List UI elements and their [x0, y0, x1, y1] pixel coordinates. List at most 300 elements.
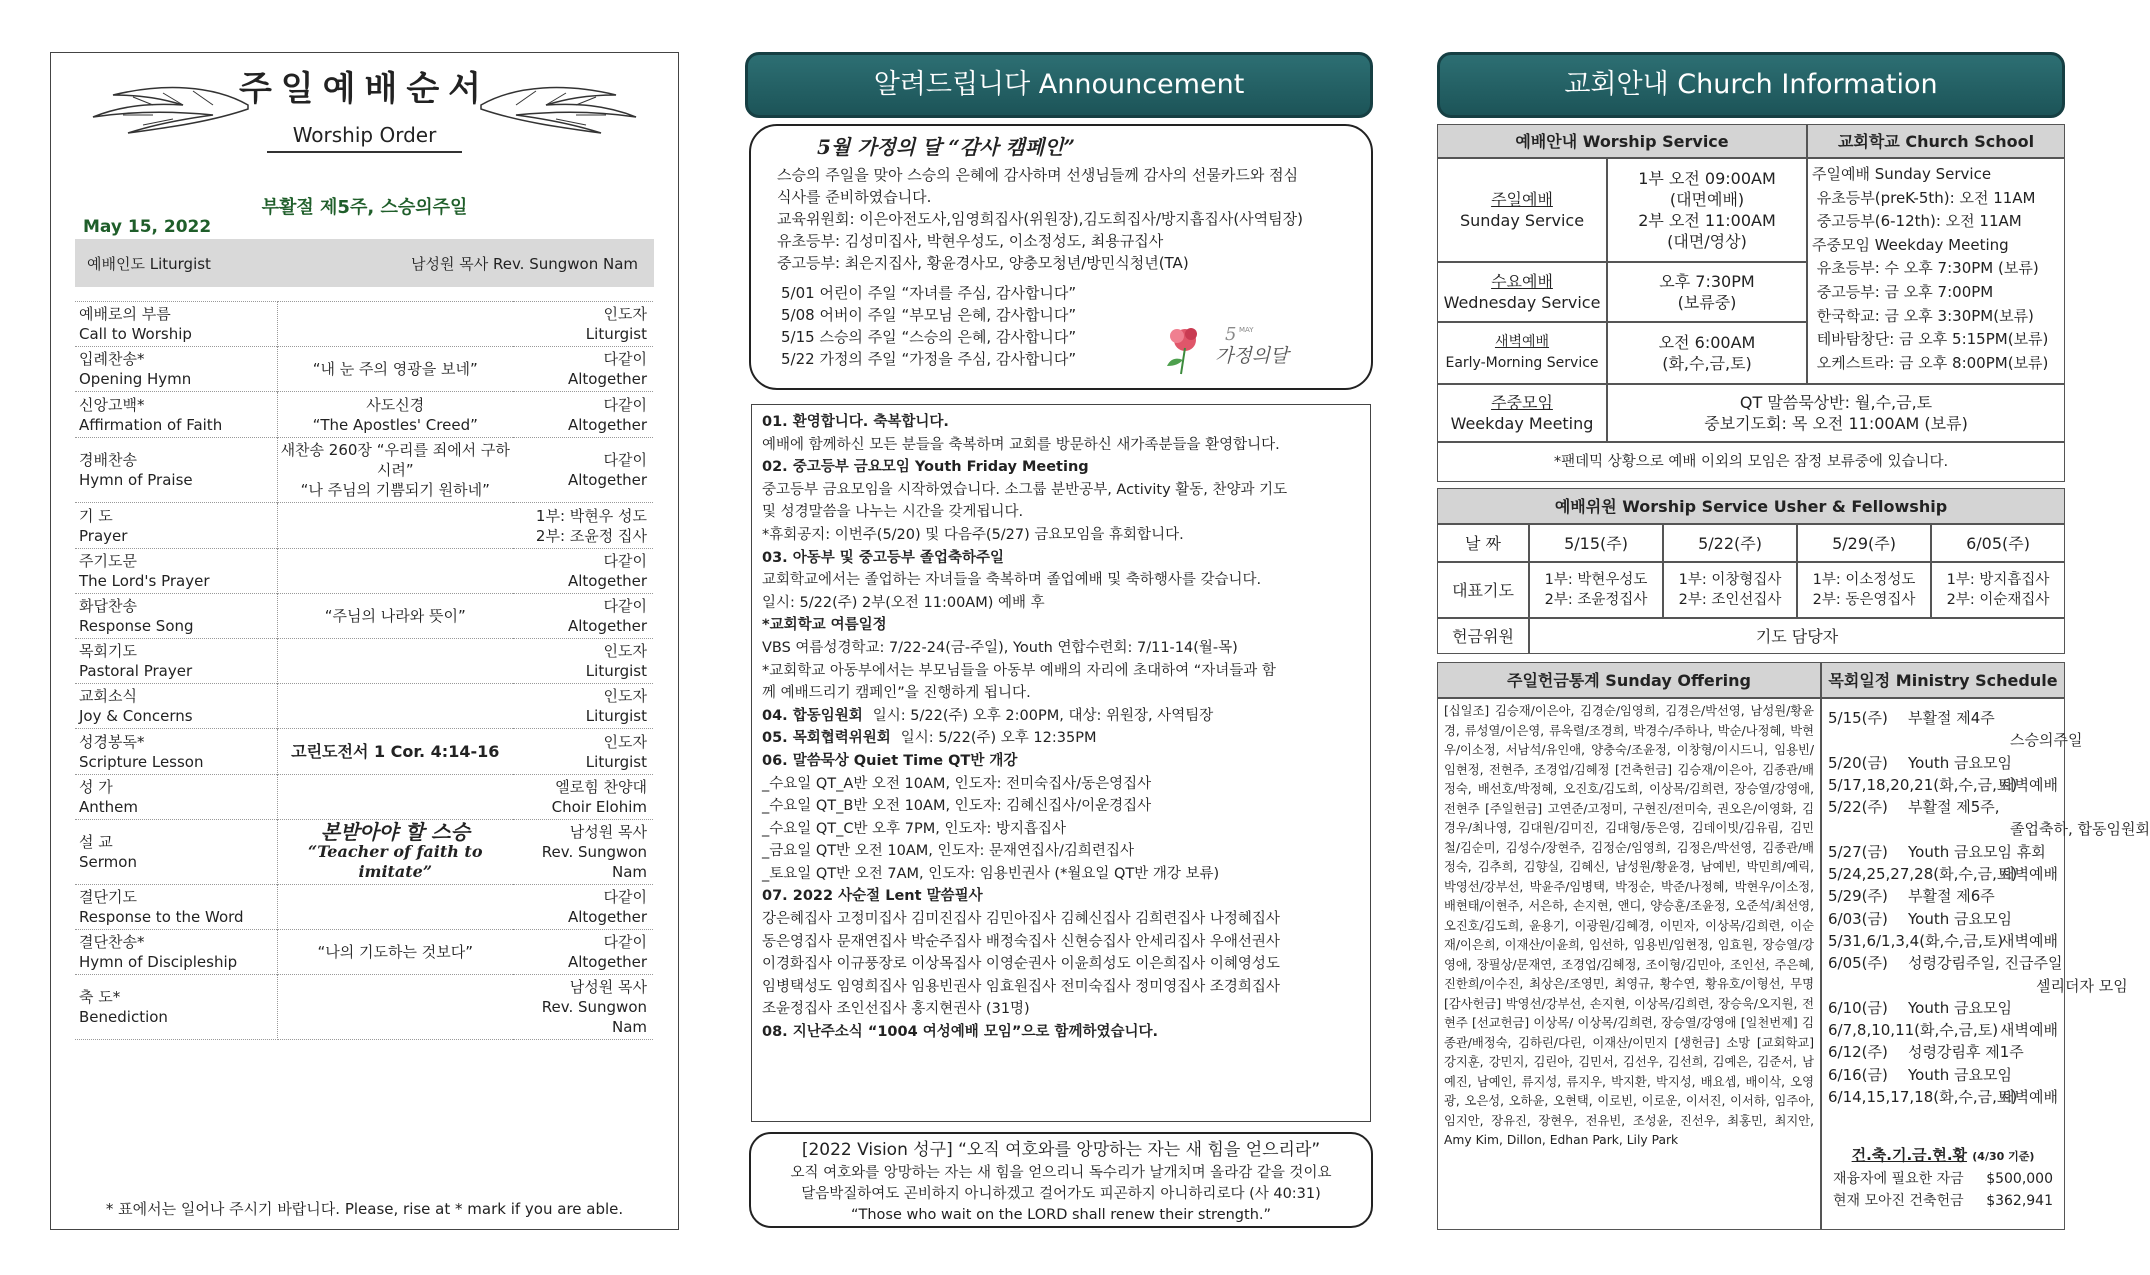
sunday-service-ko: 주일예배 — [1491, 190, 1553, 209]
order-item-leader-2: Rev. Sungwon Nam — [541, 843, 647, 881]
announcement-line: 일시: 5/22(주) 2부(오전 11:00AM) 예배 후 — [762, 594, 1045, 611]
order-row — [75, 392, 653, 438]
order-item-detail — [277, 503, 513, 549]
weekday-meeting-label — [1437, 384, 1607, 442]
order-banner — [51, 69, 678, 147]
campaign-lines — [777, 164, 1347, 274]
schedule-row — [1828, 752, 2058, 774]
order-item-leader — [513, 549, 653, 594]
order-item-leader-2: Choir Elohim — [551, 798, 647, 816]
wednesday-service-en: Wednesday Service — [1443, 293, 1601, 312]
announcement-line: 일시: 5/22(주) 오후 12:35PM — [900, 730, 1097, 747]
order-item-name — [75, 639, 277, 684]
building-have-value: $362,941 — [1986, 1193, 2053, 1209]
schedule-row — [1828, 774, 2058, 796]
order-item-name — [75, 820, 277, 885]
worship-service-header: 예배안내 Worship Service — [1437, 124, 1807, 158]
announcement-line: _토요일 QT반 오전 7AM, 인도자: 임용빈권사 (*월요일 QT반 개강 보류) — [762, 865, 1220, 882]
schedule-row — [1828, 1086, 2058, 1108]
announcement-heading: 02. 중고등부 금요모임 Youth Friday Meeting — [762, 459, 1089, 476]
order-row — [75, 684, 653, 729]
usher-date: 6/05(주) — [1931, 524, 2065, 562]
order-item-mid: “나의 기도하는 것보다” — [317, 943, 473, 961]
order-item-leader-2: Altogether — [567, 572, 647, 590]
announcement-item — [762, 1021, 1360, 1044]
schedule-date — [1828, 818, 1902, 840]
order-item-leader — [513, 594, 653, 639]
schedule-event: Youth 금요모임 휴회 — [1908, 842, 2046, 861]
pandemic-note: *팬데믹 상황으로 예배 이외의 모임은 잠정 보류중에 있습니다. — [1437, 442, 2065, 482]
schedule-date: 5/24,25,27,28(화,수,금,토) — [1828, 865, 2018, 884]
weekday-meeting-en: Weekday Meeting — [1450, 414, 1594, 433]
campaign-line: 스승의 주일을 맞아 스승의 은혜에 감사하며 선생님들께 감사의 선물카드와 점심 — [777, 166, 1299, 184]
church-school-header: 교회학교 Church School — [1807, 124, 2065, 158]
school-line: 오케스트라: 금 오후 8:00PM(보류) — [1812, 353, 2049, 372]
usher-date: 5/29(주) — [1797, 524, 1931, 562]
order-item-detail — [277, 347, 513, 392]
wednesday-service-ko: 수요예배 — [1491, 272, 1553, 291]
order-item-en: Response Song — [79, 617, 194, 635]
order-item-en: Call to Worship — [79, 325, 192, 343]
order-item-leader — [513, 347, 653, 392]
campaign-date: 5/08 어버이 주일 “부모님 은혜, 감사합니다” — [781, 306, 1077, 324]
schedule-date — [1828, 729, 1902, 751]
order-item-ko: 축 도* — [79, 988, 121, 1006]
announcement-line: *휴회공지: 이번주(5/20) 및 다음주(5/27) 금요모임을 휴회합니다. — [762, 526, 1184, 543]
usher-date: 5/22(주) — [1663, 524, 1797, 562]
order-item-detail — [277, 930, 513, 975]
announcement-line: 께 예배드리기 캠페인”을 진행하게 됩니다. — [762, 685, 1031, 702]
schedule-date: 6/7,8,10,11(화,수,금,토) — [1828, 1021, 1999, 1040]
announcement-line: _수요일 QT_B반 오전 10AM, 인도자: 김혜신집사/이운경집사 — [762, 798, 1152, 815]
offer-committee-label: 헌금위원 — [1437, 618, 1529, 654]
vision-line: 오직 여호와를 앙망하는 자는 새 힘을 얻으리니 독수리가 날개치며 올라감 같을 것이요 — [790, 1165, 1332, 1181]
order-item-leader — [513, 820, 653, 885]
announcement-line: 교회학교에서는 졸업하는 자녀들을 축복하며 졸업예배 및 축하행사를 갖습니다. — [762, 572, 1262, 589]
order-item-mid: “내 눈 주의 영광을 보네” — [312, 360, 478, 378]
schedule-row — [1828, 885, 2058, 907]
schedule-row — [1828, 796, 2058, 818]
schedule-row — [1828, 841, 2058, 863]
order-item-ko: 설 교 — [79, 833, 113, 851]
order-item-ko: 결단찬송* — [79, 933, 145, 951]
service-date: May 15, 2022 — [83, 217, 212, 237]
schedule-event: Youth 금요모임 — [1908, 998, 2012, 1017]
usher-rep-line: 2부: 조인선집사 — [1678, 592, 1782, 608]
order-item-name — [75, 392, 277, 438]
announcement-line: 조윤정집사 조인선집사 홍지현권사 (31명) — [762, 1001, 1030, 1018]
worship-order-panel — [50, 52, 679, 1230]
announcement-item — [762, 750, 1360, 886]
campaign-box — [749, 124, 1373, 390]
usher-rep-line: 2부: 조윤정집사 — [1544, 592, 1648, 608]
order-item-leader-1: 엘로힘 찬양대 — [555, 778, 647, 796]
schedule-event: 새벽예배 — [2000, 1088, 2058, 1107]
usher-header: 예배위원 Worship Service Usher & Fellowship — [1437, 488, 2065, 524]
order-item-name — [75, 775, 277, 820]
order-item-leader-2: Altogether — [567, 617, 647, 635]
order-item-detail — [277, 775, 513, 820]
announcement-line: 동은영집사 문재연집사 박순주집사 배정숙집사 신현승집사 안세리집사 우애선권사 — [762, 933, 1280, 950]
school-line: 주일예배 Sunday Service — [1812, 165, 1992, 183]
announcement-header: 알려드립니다 Announcement — [745, 52, 1373, 118]
usher-rep — [1529, 562, 1663, 618]
announcement-heading: 04. 합동임원회 — [762, 707, 863, 724]
order-item-mid: 본받아야 할 스승 — [320, 820, 470, 844]
order-row — [75, 729, 653, 775]
order-item-ko: 성경봉독* — [79, 732, 145, 751]
schedule-date — [1828, 975, 1902, 997]
schedule-event: 새벽예배 — [2000, 775, 2058, 794]
schedule-row — [1828, 997, 2058, 1019]
order-item-ko: 예배로의 부름 — [79, 305, 171, 323]
building-fund-date: (4/30 기준) — [1972, 1150, 2035, 1163]
announcement-heading: *교회학교 여름일정 — [762, 617, 887, 634]
order-item-leader-2: Altogether — [567, 471, 647, 489]
announcement-line: _수요일 QT_A반 오전 10AM, 인도자: 전미숙집사/동은영집사 — [762, 775, 1152, 792]
schedule-event: 새벽예배 — [2000, 865, 2058, 884]
campaign-line: 중고등부: 최은지집사, 황윤경사모, 양충모청년/방민식청년(TA) — [777, 254, 1189, 272]
school-line: 유초등부: 수 오후 7:30PM (보류) — [1812, 259, 2039, 278]
order-row — [75, 503, 653, 549]
building-need-label: 재융자에 필요한 자금 — [1833, 1171, 1964, 1187]
schedule-row — [1828, 707, 2058, 729]
schedule-date: 5/27(금) — [1828, 842, 1888, 861]
schedule-date: 6/10(금) — [1828, 998, 1888, 1017]
order-item-leader-2: 2부: 조윤정 집사 — [535, 526, 647, 545]
usher-rep-line: 1부: 박현우성도 — [1544, 572, 1648, 588]
campaign-line: 교육위원회: 이은아전도사,임영희집사(위원장),김도희집사/방지흡집사(사역팀장) — [777, 210, 1303, 228]
season-label: 부활절 제5주, 스승의주일 — [261, 197, 468, 218]
building-have-label: 현재 모아진 건축헌금 — [1833, 1193, 1964, 1209]
order-item-mid2: “나 주님의 기쁨되기 원하네” — [300, 481, 490, 499]
liturgist-label: 예배인도 Liturgist — [87, 254, 211, 273]
order-item-en: Opening Hymn — [79, 370, 192, 388]
order-item-detail — [277, 392, 513, 438]
usher-rep — [1931, 562, 2065, 618]
schedule-event: 부활절 제5주, — [1908, 798, 2000, 817]
announcement-item — [762, 456, 1360, 546]
order-item-detail — [277, 639, 513, 684]
early-service-en: Early-Morning Service — [1445, 355, 1599, 371]
service-time: (보류중) — [1677, 293, 1737, 312]
order-row — [75, 302, 653, 347]
announcement-line: 및 성경말씀을 나누는 시간을 갖게됩니다. — [762, 504, 1024, 521]
announcement-heading: 05. 목회협력위원회 — [762, 730, 891, 747]
order-item-en: The Lord's Prayer — [79, 572, 210, 590]
schedule-event: 성령강림후 제1주 — [1908, 1043, 2024, 1062]
school-line: 테바탐창단: 금 오후 5:15PM(보류) — [1812, 330, 2049, 349]
order-item-name — [75, 930, 277, 975]
service-time: 1부 오전 09:00AM — [1638, 169, 1776, 188]
announcement-item — [762, 614, 1360, 704]
schedule-event: 부활절 제4주 — [1908, 709, 1995, 727]
date-label: 날 짜 — [1437, 524, 1529, 562]
wednesday-service-times — [1607, 262, 1807, 322]
announcement-line: *교회학교 아동부에서는 부모님들을 아동부 예배의 자리에 초대하여 “자녀들과 함 — [762, 662, 1276, 679]
order-item-leader-2: Altogether — [567, 908, 647, 926]
schedule-event: Youth 금요모임 — [1908, 753, 2012, 772]
announcement-line: VBS 여름성경학교: 7/22-24(금-주일), Youth 연합수련회: 7/11-14(월-목) — [762, 639, 1238, 656]
schedule-row — [1828, 729, 2083, 751]
schedule-date: 5/31,6/1,3,4(화,수,금,토) — [1828, 931, 2004, 950]
schedule-date: 5/29(주) — [1828, 887, 1888, 906]
announcement-line: 일시: 5/22(주) 오후 2:00PM, 대상: 위원장, 사역팀장 — [872, 707, 1214, 724]
order-item-ko: 기 도 — [79, 506, 113, 525]
order-item-leader — [513, 639, 653, 684]
campaign-title: 5월 가정의 달 “감사 캠페인” — [817, 135, 1075, 159]
schedule-date: 5/17,18,20,21(화,수,금,토) — [1828, 775, 2018, 794]
order-row — [75, 639, 653, 684]
schedule-date: 5/20(금) — [1828, 753, 1888, 772]
order-subtitle: Worship Order — [292, 123, 437, 147]
order-item-ko: 목회기도 — [79, 642, 137, 660]
order-item-leader-2: Liturgist — [585, 325, 647, 343]
order-row — [75, 347, 653, 392]
schedule-date: 6/03(금) — [1828, 909, 1888, 928]
order-item-detail — [277, 684, 513, 729]
school-line: 유초등부(preK-5th): 오전 11AM — [1812, 188, 2036, 207]
school-line: 중고등부: 금 오후 7:00PM — [1812, 282, 1994, 301]
order-item-name — [75, 347, 277, 392]
order-item-en: Anthem — [79, 798, 138, 816]
schedule-event: 성령강림주일, 진급주일 — [1908, 954, 2063, 973]
schedule-row — [1828, 975, 2128, 997]
standing-note: * 표에서는 일어나 주시기 바랍니다. Please, rise at * mark if you are able. — [105, 1200, 624, 1218]
announcement-heading: 08. 지난주소식 “1004 여성예배 모임”으로 함께하였습니다. — [762, 1024, 1158, 1041]
schedule-event: 부활절 제6주 — [1908, 887, 1995, 906]
usher-rep-line: 2부: 이순재집사 — [1946, 592, 2050, 608]
order-item-leader-2: Liturgist — [585, 707, 647, 725]
order-table — [75, 301, 653, 1040]
service-time: 2부 오전 11:00AM — [1638, 211, 1776, 230]
order-item-detail — [277, 302, 513, 347]
early-service-label — [1437, 322, 1607, 384]
order-title: 주일예배순서 — [238, 69, 491, 109]
school-line: 한국학교: 금 오후 3:30PM(보류) — [1812, 306, 2034, 325]
campaign-date: 5/22 가정의 주일 “가정을 주심, 감사합니다” — [781, 350, 1077, 368]
early-service-ko: 새벽예배 — [1494, 334, 1550, 350]
order-item-ko: 경배찬송 — [79, 451, 137, 469]
order-item-detail — [277, 975, 513, 1040]
schedule-event: 새벽예배 — [2000, 1021, 2058, 1040]
order-item-leader-1: 다같이 — [603, 552, 647, 570]
schedule-date: 6/14,15,17,18(화,수,금,토) — [1828, 1088, 2018, 1107]
order-item-leader-1: 인도자 — [603, 687, 647, 705]
campaign-line: 유초등부: 김성미집사, 박현우성도, 이소정성도, 최용규집사 — [777, 232, 1164, 250]
order-item-leader-1: 다같이 — [603, 350, 647, 368]
order-item-name — [75, 503, 277, 549]
church-info-panel — [1437, 52, 2150, 1230]
order-item-leader-1: 인도자 — [603, 642, 647, 660]
announcement-list — [751, 404, 1371, 1122]
early-service-times — [1607, 322, 1807, 384]
order-item-detail — [277, 885, 513, 930]
church-info-header: 교회안내 Church Information — [1437, 52, 2065, 118]
announcement-line: _수요일 QT_C반 오후 7PM, 인도자: 방지흡집사 — [762, 820, 1067, 837]
schedule-row — [1828, 818, 2150, 840]
usher-rep-line: 1부: 이소정성도 — [1812, 572, 1916, 588]
announcement-line: 이경화집사 이규풍장로 이상목집사 이영순권사 이윤희성도 이은희집사 이혜영성도 — [762, 956, 1280, 973]
order-item-name — [75, 684, 277, 729]
order-item-leader — [513, 438, 653, 503]
schedule-date: 5/22(주) — [1828, 798, 1888, 817]
order-item-mid2: “The Apostles' Creed” — [312, 415, 478, 434]
order-item-detail — [277, 549, 513, 594]
announcement-item — [762, 705, 1360, 728]
order-item-en: Hymn of Praise — [79, 471, 193, 489]
announcement-line: 예배에 함께하신 모든 분들을 축복하며 교회를 방문하신 새가족분들을 환영합니다. — [762, 436, 1280, 453]
order-item-detail — [277, 438, 513, 503]
announcement-heading: 03. 아동부 및 중고등부 졸업축하주일 — [762, 549, 1004, 566]
wednesday-service-label — [1437, 262, 1607, 322]
offer-committee-value: 기도 담당자 — [1529, 618, 2065, 654]
offering-header: 주일헌금통계 Sunday Offering — [1437, 662, 1821, 698]
ministry-header: 목회일정 Ministry Schedule — [1821, 662, 2065, 698]
schedule-row — [1828, 908, 2058, 930]
order-item-en: Benediction — [79, 1008, 168, 1026]
order-item-mid2: “Teacher of faith to imitate” — [308, 842, 483, 881]
order-row — [75, 930, 653, 975]
announcement-line: 중고등부 금요모임을 시작하였습니다. 소그룹 분반공부, Activity 활동, 찬양과 기도 — [762, 481, 1288, 498]
offering-list: [십일조] 김승재/이은아, 김경순/임영희, 김경은/박선영, 남성원/황윤경, 류성열/이은영, 류욱렬/조경희, 박경수/주하나, 박순/나정혜, 박현우/이소정, 서남석/유인애, 양충숙/조윤정, 이창형/이시드니, 임용빈/임현정, 전현주, 조경업/김혜정 [건축헌금] 김승재/이은아, 김종관/배정숙, 배선호/박정혜, 오진호/김도희, 이상목/김희련, 장승열/강영애, 전현주 [주일헌금] 고연준/고정미, 구현진/전미숙, 권오은/이영화, 김경우/최나영, 김대원/김미진, 김대형/동은영, 김데이빗/김유림, 김민철/김순미, 김성수/장현주, 김정순/임영희, 김정은/박선영, 김종관/배정숙, 김추희, 김향실, 김혜신, 남성원/황윤경, 남예빈, 박민희/예릭, 박영선/강부선, 박윤주/임병택, 박정순, 박준/나정혜, 박현우/이소정, 배현태/이현주, 서은하, 손지현, 앤디, 양승훈/조윤정, 오준석/최선영, 오진호/김도희, 윤용기, 이광원/김혜경, 이민자, 이상목/김희련, 이순재/이은희, 이재산/이윤희, 임선하, 임용빈/임현정, 임효원, 장승열/강영애, 장필상/문재연, 조경업/김혜정, 조이형/김민아, 조인선, 주은혜, 진한희/이수진, 최상은/조영민, 최영규, 황수연, 황유호/이형선, 무명 [감사헌금] 박영선/강부선, 손지현, 이상목/김희련, 장승욱/오지원, 전현주 [선교헌금] 이상목/ 이상목/김희련, 장승열/강영애 [일천번제] 김종관/배정숙, 김하린/다린, 이재산/이민지 [생헌금] 소망 [교회학교] 강지훈, 강민지, 김린아, 김민서, 김선우, 김선희, 김예은, 김준서, 남예진, 남예인, 류지성, 류지우, 박지환, 박지성, 배요셉, 배이삭, 오영광, 오은성, 오하윤, 오현택, 이로빈, 이로운, 이서진, 이서하, 임주아, 임지안, 장유진, 장현우, 전유빈, 조성윤, 진선우, 최홍민, 최지안, Amy Kim, Dillon, Edhan Park, Lily Park — [1437, 698, 1821, 1230]
announcement-line: _금요일 QT반 오전 10AM, 인도자: 문재연집사/김희련집사 — [762, 843, 1134, 860]
order-item-leader-1: 1부: 박현우 성도 — [535, 506, 647, 525]
order-item-en: Affirmation of Faith — [79, 415, 223, 434]
church-school-schedule — [1807, 158, 2065, 384]
sunday-service-times — [1607, 158, 1807, 262]
service-time: 오후 7:30PM — [1659, 272, 1755, 291]
building-have-row — [1829, 1190, 2057, 1212]
order-item-leader-2: Liturgist — [585, 752, 647, 771]
order-item-ko: 화답찬송 — [79, 597, 137, 615]
order-row — [75, 438, 653, 503]
title-underline — [267, 151, 462, 153]
vision-box — [749, 1132, 1373, 1228]
order-item-leader-1: 다같이 — [603, 597, 647, 615]
building-need-row — [1829, 1168, 2057, 1190]
order-item-name — [75, 438, 277, 503]
schedule-date: 5/15(주) — [1828, 709, 1888, 727]
order-item-leader-2: Altogether — [567, 953, 647, 971]
order-item-leader-1: 다같이 — [603, 395, 647, 414]
order-item-ko: 신앙고백* — [79, 395, 145, 414]
building-fund-title: 건.축.기.금.현.황 (4/30 기준) — [1851, 1146, 2035, 1164]
order-item-mid: 고린도전서 1 Cor. 4:14-16 — [291, 741, 500, 761]
order-item-en: Sermon — [79, 853, 137, 871]
order-item-leader-2: Altogether — [567, 370, 647, 388]
order-item-name — [75, 549, 277, 594]
order-item-ko: 주기도문 — [79, 552, 137, 570]
flower-number: 5 — [1225, 324, 1237, 345]
schedule-date: 6/16(금) — [1828, 1065, 1888, 1084]
announcement-heading: 01. 환영합니다. 축복합니다. — [762, 414, 949, 430]
weekday-line: 중보기도회: 목 오전 11:00AM (보류) — [1704, 414, 1968, 433]
liturgist-bar — [75, 239, 654, 287]
order-item-en: Pastoral Prayer — [79, 662, 193, 680]
order-item-name — [75, 975, 277, 1040]
order-item-leader-1: 다같이 — [603, 451, 647, 469]
schedule-row — [1828, 1041, 2058, 1063]
order-row — [75, 775, 653, 820]
order-item-leader-1: 다같이 — [603, 888, 647, 906]
flower-text: 가정의달 — [1215, 345, 1289, 367]
campaign-line: 식사를 준비하였습니다. — [777, 188, 932, 206]
flower-icon — [1163, 318, 1293, 378]
usher-rep — [1663, 562, 1797, 618]
order-row — [75, 549, 653, 594]
schedule-row — [1828, 1019, 2058, 1041]
schedule-row — [1828, 1064, 2058, 1086]
weekday-meeting-ko: 주중모임 — [1491, 393, 1553, 412]
weekday-line: QT 말씀묵상반: 월,수,금,토 — [1739, 393, 1933, 412]
rep-prayer-label: 대표기도 — [1437, 562, 1529, 618]
order-item-mid: “주님의 나라와 뜻이” — [324, 607, 466, 625]
campaign-date: 5/15 스승의 주일 “스승의 은혜, 감사합니다” — [781, 328, 1077, 346]
order-item-leader-1: 인도자 — [603, 732, 647, 751]
order-row — [75, 975, 653, 1040]
order-item-leader — [513, 775, 653, 820]
order-item-leader-1: 남성원 목사 — [569, 978, 647, 996]
school-line: 주중모임 Weekday Meeting — [1812, 235, 2009, 254]
usher-rep-line: 1부: 방지흡집사 — [1946, 572, 2050, 588]
order-item-ko: 입례찬송* — [79, 350, 145, 368]
order-item-name — [75, 594, 277, 639]
order-row — [75, 885, 653, 930]
order-item-en: Joy & Concerns — [79, 707, 193, 725]
order-row — [75, 594, 653, 639]
order-item-leader — [513, 930, 653, 975]
usher-rep-line: 1부: 이창형집사 — [1678, 572, 1782, 588]
usher-rep-line: 2부: 동은영집사 — [1812, 592, 1916, 608]
building-need-value: $500,000 — [1986, 1171, 2053, 1187]
order-item-en: Hymn of Discipleship — [79, 953, 238, 971]
service-time: 오전 6:00AM — [1658, 333, 1756, 352]
order-item-mid: 사도신경 — [366, 395, 425, 414]
announcement-heading: 06. 말씀묵상 Quiet Time QT반 개강 — [762, 752, 1018, 769]
schedule-row — [1828, 930, 2058, 952]
order-item-en: Response to the Word — [79, 908, 244, 926]
vision-line: 달음박질하여도 곤비하지 아니하겠고 걸어가도 피곤하지 아니하리로다 (사 40:31) — [801, 1186, 1321, 1202]
announcement-item — [762, 547, 1360, 615]
announcement-panel — [745, 52, 1373, 1230]
schedule-row — [1828, 863, 2058, 885]
schedule-event: 졸업축하, 합동임원회 — [2010, 820, 2150, 839]
building-fund-box — [1829, 1144, 2057, 1224]
announcement-line: 임병택성도 임영희집사 임용빈권사 임효원집사 전미숙집사 정미영집사 조경희집사 — [762, 978, 1280, 995]
order-item-name — [75, 729, 277, 775]
order-item-leader-2: Altogether — [567, 415, 647, 434]
order-item-leader-2: Liturgist — [585, 662, 647, 680]
order-item-detail — [277, 594, 513, 639]
order-item-leader — [513, 729, 653, 775]
order-item-ko: 결단기도 — [79, 888, 137, 906]
flower-month: MAY — [1239, 326, 1254, 334]
announcement-line: 강은혜집사 고정미집사 김미진집사 김민아집사 김혜신집사 김희련집사 나정혜집사 — [762, 911, 1280, 928]
schedule-event: Youth 금요모임 — [1908, 909, 2012, 928]
order-item-leader — [513, 975, 653, 1040]
announcement-item — [762, 885, 1360, 1021]
schedule-row — [1828, 952, 2063, 974]
order-item-en: Scripture Lesson — [79, 752, 204, 771]
schedule-date: 6/12(주) — [1828, 1043, 1888, 1062]
vision-title: [2022 Vision 성구] “오직 여호와를 앙망하는 자는 새 힘을 얻으리라” — [801, 1140, 1321, 1160]
service-time: (대면예배) — [1669, 190, 1745, 209]
school-line: 중고등부(6-12th): 오전 11AM — [1812, 212, 2022, 231]
order-item-leader-1: 인도자 — [603, 305, 647, 323]
weekday-meeting-times — [1607, 384, 2065, 442]
order-item-name — [75, 885, 277, 930]
